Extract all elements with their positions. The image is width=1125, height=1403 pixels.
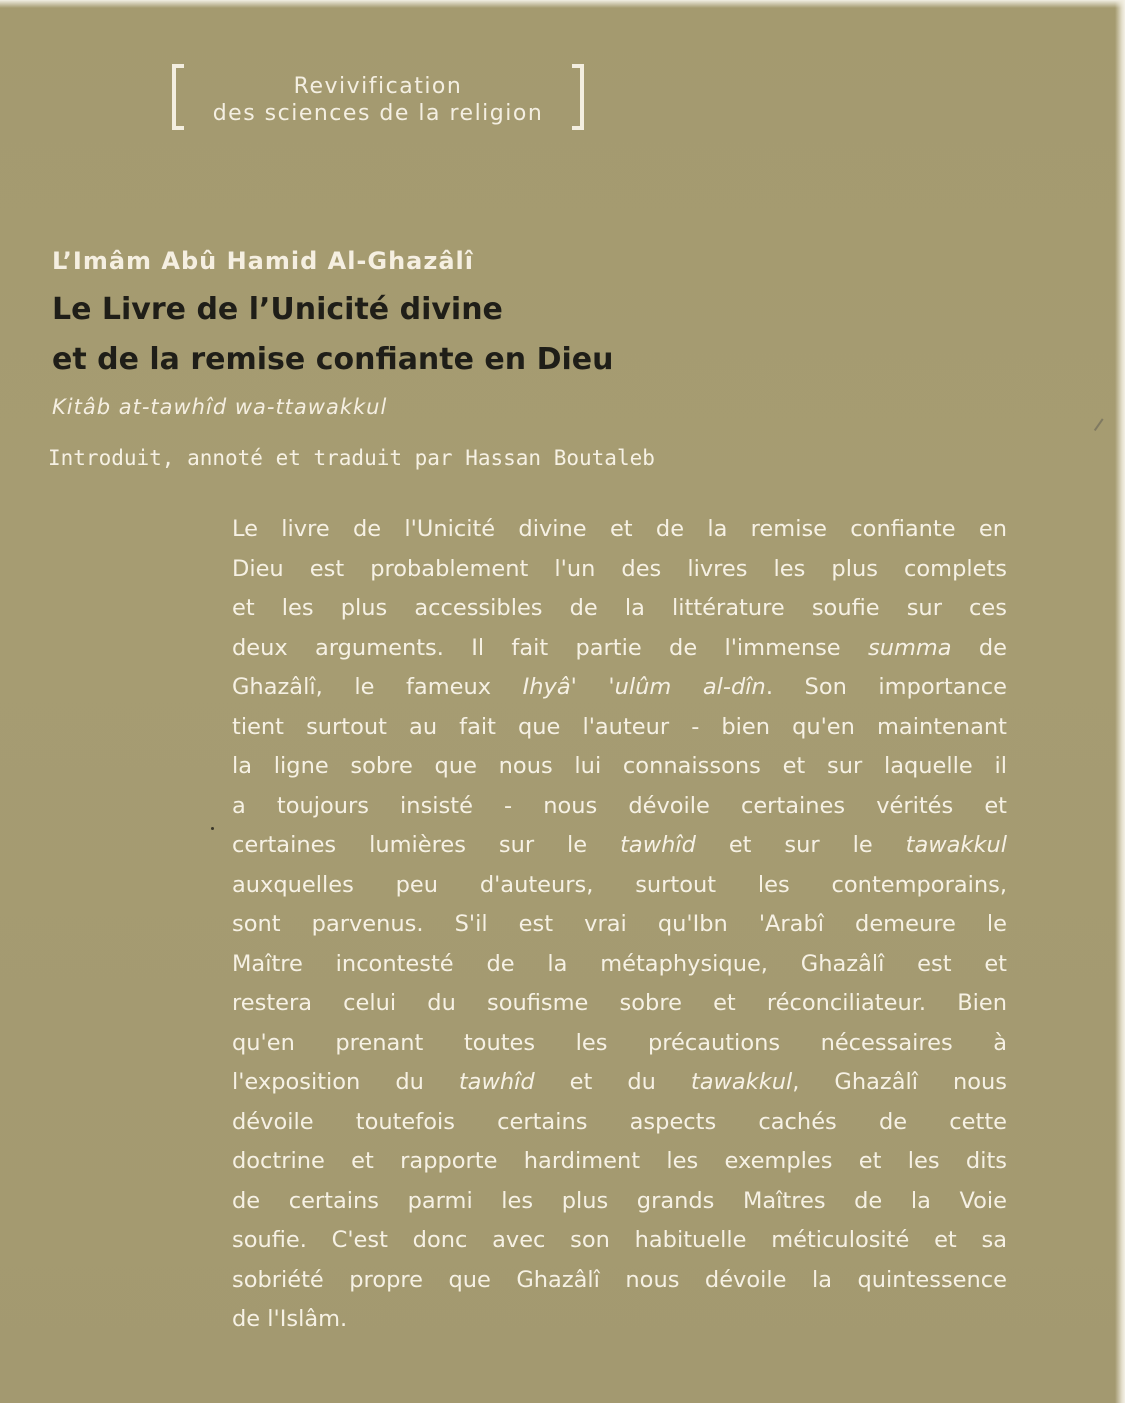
right-bracket — [572, 64, 584, 130]
series-line-1: Revivification — [293, 74, 463, 99]
cover-top-edge — [0, 0, 1125, 8]
blurb-line: sont parvenus. S'il est vrai qu'Ibn 'Arabî demeure le — [232, 911, 1007, 937]
series-label — [168, 56, 588, 134]
blurb-line: et les plus accessibles de la littérature soufie sur ces — [232, 595, 1007, 621]
blurb-line: auxquelles peu d'auteurs, surtout les contemporains, — [232, 871, 1007, 898]
blurb-line: soufie. C'est donc avec son habituelle méticulosité et sa — [232, 1227, 1007, 1253]
cover-right-edge — [1115, 0, 1125, 1403]
blurb-line: a toujours insisté - nous dévoile certaines vérités et — [232, 792, 1007, 819]
blurb-line: tient surtout au fait que l'auteur - bien qu'en maintenant — [232, 713, 1007, 740]
blurb-line: l'exposition du tawhîd et du tawakkul, Ghazâlî nous — [232, 1069, 1007, 1095]
blurb-line: de l'Islâm. — [232, 1306, 348, 1332]
blurb-line: sobriété propre que Ghazâlî nous dévoile la quintessence — [232, 1266, 1007, 1293]
blurb-line: Dieu est probablement l'un des livres les plus complets — [232, 555, 1007, 582]
blurb-line: restera celui du soufisme sobre et réconciliateur. Bien — [232, 990, 1007, 1016]
blurb-line: Le livre de l'Unicité divine et de la remise confiante en — [232, 516, 1007, 542]
blurb-line: doctrine et rapporte hardiment les exemples et les dits — [232, 1148, 1007, 1174]
blurb-text — [232, 510, 1007, 1340]
blurb-line: certaines lumières sur le tawhîd et sur le tawakkul — [232, 832, 1007, 858]
blurb-line: la ligne sobre que nous lui connaissons et sur laquelle il — [232, 753, 1007, 779]
author-name: L’Imâm Abû Hamid Al-Ghazâlî — [52, 247, 474, 275]
arabic-title: Kitâb at-tawhîd wa-ttawakkul — [52, 395, 388, 419]
blurb-line: deux arguments. Il fait partie de l'immense summa de — [232, 634, 1008, 661]
book-title-line-2: et de la remise confiante en Dieu — [52, 342, 614, 377]
blurb-line: qu'en prenant toutes les précautions nécessaires à — [232, 1029, 1007, 1056]
blurb-line: dévoile toutefois certains aspects cachés de cette — [232, 1108, 1007, 1135]
series-line-2: des sciences de la religion — [212, 101, 544, 126]
book-title-line-1: Le Livre de l’Unicité divine — [52, 292, 503, 327]
blurb-line: de certains parmi les plus grands Maîtres de la Voie — [232, 1187, 1007, 1214]
translator-credit: Introduit, annoté et traduit par Hassan Boutaleb — [48, 446, 655, 470]
blurb-line: Ghazâlî, le fameux Ihyâ' 'ulûm al-dîn. Son importance — [232, 674, 1007, 700]
print-speck — [211, 827, 214, 830]
blurb-line: Maître incontesté de la métaphysique, Ghazâlî est et — [232, 950, 1007, 977]
